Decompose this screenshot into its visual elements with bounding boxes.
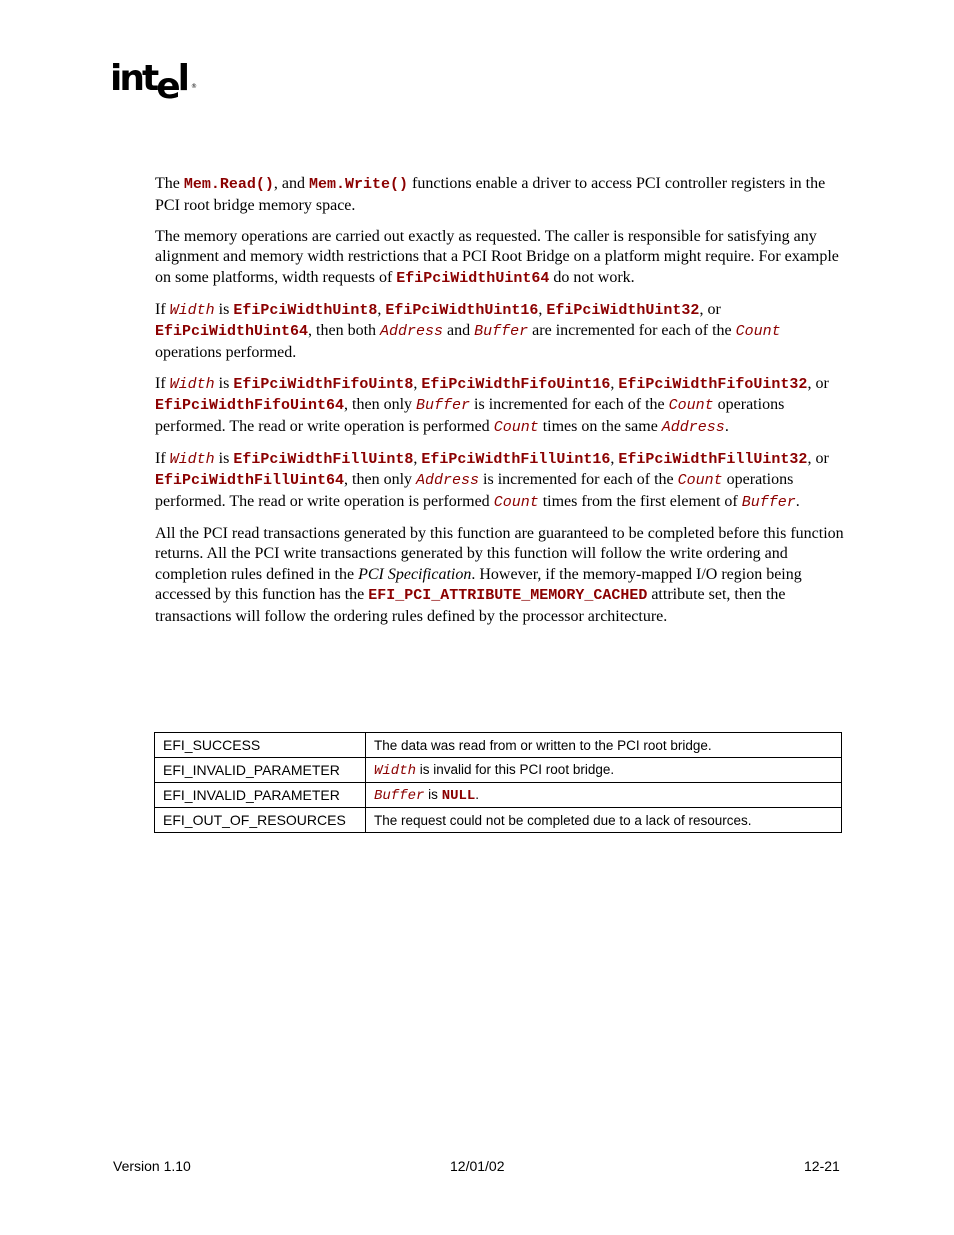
table-row: [155, 808, 842, 833]
parameter-name: Width: [169, 375, 215, 393]
parameter-name: Address: [661, 418, 725, 436]
status-codes-table: [154, 732, 842, 833]
logo-text: int: [110, 58, 157, 99]
paragraph-alignment: The memory operations are carried out exactly as requested. The caller is responsible for satisfying any alignment and memory width restrictions that a PCI Root Bridge on a platform might require. For example on some platforms, width requests of EfiPciWidthUint64 do not work.: [155, 227, 839, 287]
parameter-name: Width: [169, 301, 215, 319]
null-constant: NULL: [441, 787, 476, 804]
parameter-name: Count: [493, 418, 539, 436]
width-constant: EfiPciWidthUint32: [546, 301, 700, 319]
parameter-name: Width: [169, 450, 215, 468]
logo-registered: ®: [190, 83, 197, 90]
attribute-constant: EFI_PCI_ATTRIBUTE_MEMORY_CACHED: [368, 587, 648, 604]
parameter-name: Count: [735, 323, 781, 340]
table-row: [155, 758, 842, 783]
footer-page-number: 12-21: [804, 1158, 840, 1174]
status-description: Width is invalid for this PCI root bridge.: [366, 758, 842, 783]
width-constant: EfiPciWidthFillUint32: [618, 450, 808, 468]
parameter-name: Address: [380, 323, 444, 340]
footer-date: 12/01/02: [450, 1158, 505, 1174]
function-name: Mem.Read(): [183, 176, 274, 193]
paragraph-width-fifo: If Width is EfiPciWidthFifoUint8, EfiPciWidthFifoUint16, EfiPciWidthFifoUint32, or EfiPciWidthFifoUint64, then only Buffer is incremented for each of the Count operations performed. The read or write operation is performed Count times on the same Address.: [155, 374, 829, 436]
table-row: [155, 783, 842, 808]
parameter-name: Buffer: [374, 787, 425, 804]
logo-l: l: [177, 58, 187, 99]
paragraph-ordering: All the PCI read transactions generated by this function are guaranteed to be completed before this function returns. All the PCI write transactions generated by this function will follow the write ordering and completion rules defined in the PCI Specification. However, if the memory-mapped I/O region being accessed by this function has the EFI_PCI_ATTRIBUTE_MEMORY_CACHED attribute set, then the transactions will follow the ordering rules defined by the processor architecture.: [155, 524, 844, 625]
status-description: The request could not be completed due to a lack of resources.: [366, 808, 842, 833]
status-code: EFI_SUCCESS: [155, 733, 366, 758]
intel-logo: [110, 58, 197, 107]
parameter-name: Buffer: [474, 323, 529, 340]
width-constant: EfiPciWidthFillUint8: [233, 450, 414, 468]
parameter-name: Buffer: [741, 493, 796, 511]
width-constant: EfiPciWidthFifoUint32: [618, 375, 808, 393]
paragraph-width-normal: If Width is EfiPciWidthUint8, EfiPciWidthUint16, EfiPciWidthUint32, or EfiPciWidthUint64, then both Address and Buffer are incremented for each of the Count operations performed.: [155, 300, 781, 361]
logo-e: e: [156, 66, 178, 107]
width-constant: EfiPciWidthFifoUint16: [421, 375, 611, 393]
status-code: EFI_INVALID_PARAMETER: [155, 783, 366, 808]
width-constant: EfiPciWidthFifoUint64: [155, 397, 345, 414]
parameter-name: Count: [493, 493, 539, 511]
width-constant: EfiPciWidthFifoUint8: [233, 375, 414, 393]
status-description: Buffer is NULL.: [366, 783, 842, 808]
description: [155, 174, 845, 638]
width-constant: EfiPciWidthUint16: [385, 301, 539, 319]
width-constant: EfiPciWidthFillUint64: [155, 472, 345, 489]
paragraph-width-fill: If Width is EfiPciWidthFillUint8, EfiPciWidthFillUint16, EfiPciWidthFillUint32, or EfiPciWidthFillUint64, then only Address is incremented for each of the Count operations performed. The read or write operation is performed Count times from the first element of Buffer.: [155, 449, 829, 511]
width-constant: EfiPciWidthUint64: [155, 323, 309, 340]
width-constant: EfiPciWidthFillUint16: [421, 450, 611, 468]
status-code: EFI_INVALID_PARAMETER: [155, 758, 366, 783]
status-code: EFI_OUT_OF_RESOURCES: [155, 808, 366, 833]
width-constant: EfiPciWidthUint8: [233, 301, 378, 319]
status-description: The data was read from or written to the PCI root bridge.: [366, 733, 842, 758]
width-constant: EfiPciWidthUint64: [396, 269, 550, 287]
parameter-name: Buffer: [416, 397, 471, 414]
paragraph-functions: The Mem.Read(), and Mem.Write() functions enable a driver to access PCI controller registers in the PCI root bridge memory space.: [155, 175, 826, 214]
footer-version: Version 1.10: [113, 1158, 191, 1174]
parameter-name: Count: [677, 472, 723, 489]
parameter-name: Count: [668, 397, 714, 414]
function-name: Mem.Write(): [309, 176, 409, 193]
spec-reference: PCI Specification: [358, 565, 472, 583]
parameter-name: Address: [416, 472, 480, 489]
parameter-name: Width: [374, 762, 417, 779]
table-row: [155, 733, 842, 758]
